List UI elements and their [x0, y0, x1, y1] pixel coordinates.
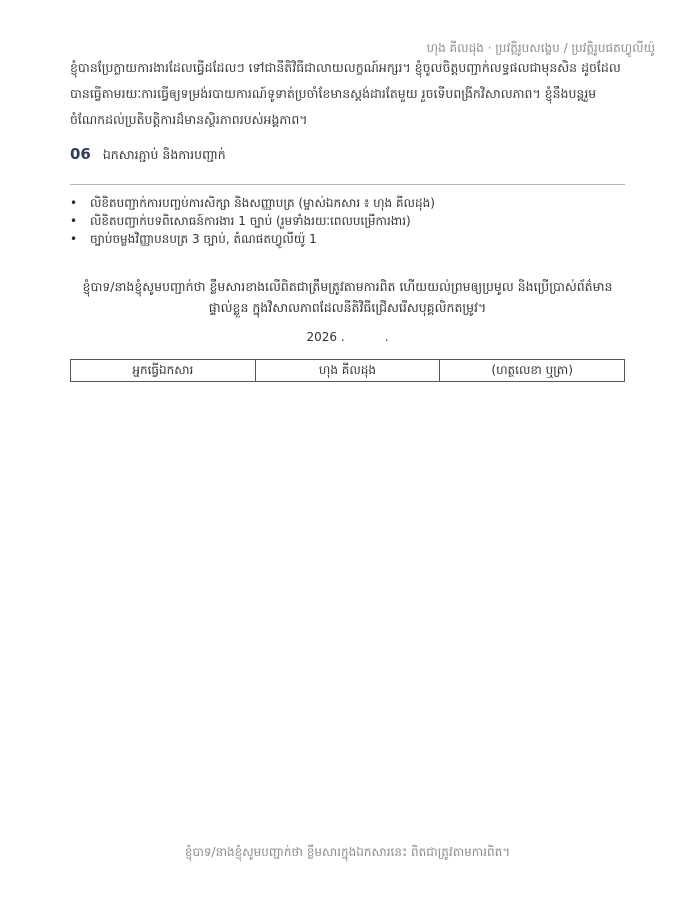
- section-title: ឯកសារភ្ជាប់ និងការបញ្ជាក់: [102, 147, 226, 162]
- table-row: [71, 360, 625, 382]
- date-year: 2026: [306, 330, 338, 344]
- list-item: [70, 230, 625, 248]
- date-line: [70, 330, 625, 344]
- list-item: [70, 212, 625, 230]
- signature-table: [70, 359, 625, 382]
- intro-paragraph: ខ្ញុំបានប្រែក្លាយការងារដែលធ្វើដដែលៗ ទៅជានីតិវិធីជាលាយលក្ខណ៍អក្សរ។ ខ្ញុំចូលចិត្តបញ្ជាក់លទ្ធផលជាមុនសិន ដូចដែលបានធ្វើតាមរយៈការធ្វើឲ្យទម្រង់របាយការណ៍ទូទាត់ប្រចាំខែមានស្តង់ដារតែមួយ រួចទើបពង្រីកវិសាលភាព។ ខ្ញុំនឹងបន្តរួមចំណែកដល់ប្រតិបត្តិការដ៏មានស្ថិរភាពរបស់អង្គភាព។: [70, 60, 621, 127]
- list-item-text: លិខិតបញ្ជាក់បទពិសោធន៍ការងារ 1 ច្បាប់ (រួមទាំងរយៈពេលបម្រើការងារ): [90, 214, 411, 228]
- section-divider: [70, 184, 625, 185]
- date-separator: .: [340, 330, 345, 344]
- declaration-line-2: ផ្ទាល់ខ្លួន ក្នុងវិសាលភាពដែលនីតិវិធីជ្រើសរើសបុគ្គលិកតម្រូវ។: [208, 300, 487, 315]
- list-item-text: លិខិតបញ្ជាក់ការបញ្ចប់ការសិក្សា និងសញ្ញាបត្រ (ម្ចាស់ឯកសារ ៖ ហុង គីលដុង): [90, 196, 435, 210]
- signer-name-cell: ហុង គីលដុង: [255, 360, 440, 382]
- bullet-icon: •: [70, 214, 78, 228]
- bullet-icon: •: [70, 196, 78, 210]
- date-separator: .: [384, 330, 389, 344]
- declaration-line-1: ខ្ញុំបាទ/នាងខ្ញុំសូមបញ្ជាក់ថា ខ្លឹមសារខាងលើពិតជាត្រឹមត្រូវតាមការពិត ហើយយល់ព្រមឲ្យប្រមូល និងប្រើប្រាស់ព័ត៌មាន: [82, 279, 613, 294]
- bullet-icon: •: [70, 232, 78, 246]
- attachment-list: [70, 194, 625, 248]
- page-footer: ខ្ញុំបាទ/នាងខ្ញុំសូមបញ្ជាក់ថា ខ្លឹមសារក្នុងឯកសារនេះ ពិតជាត្រូវតាមការពិត។: [184, 845, 511, 859]
- running-header: ហុង គីលដុង · ប្រវត្តិរូបសង្ខេប / ប្រវត្តិរូបផតហ្វូលីយ៉ូ: [426, 41, 655, 55]
- declaration-text: [70, 276, 625, 318]
- list-item: [70, 194, 625, 212]
- section-heading: [70, 145, 625, 166]
- section-number: 06: [70, 145, 91, 163]
- signer-role-cell: អ្នកធ្វើឯកសារ: [71, 360, 256, 382]
- list-item-text: ច្បាប់ចម្លងវិញ្ញាបនបត្រ 3 ច្បាប់, តំណផតហ្វូលីយ៉ូ 1: [90, 232, 317, 246]
- signature-cell: (ហត្ថលេខា ឬត្រា): [440, 360, 625, 382]
